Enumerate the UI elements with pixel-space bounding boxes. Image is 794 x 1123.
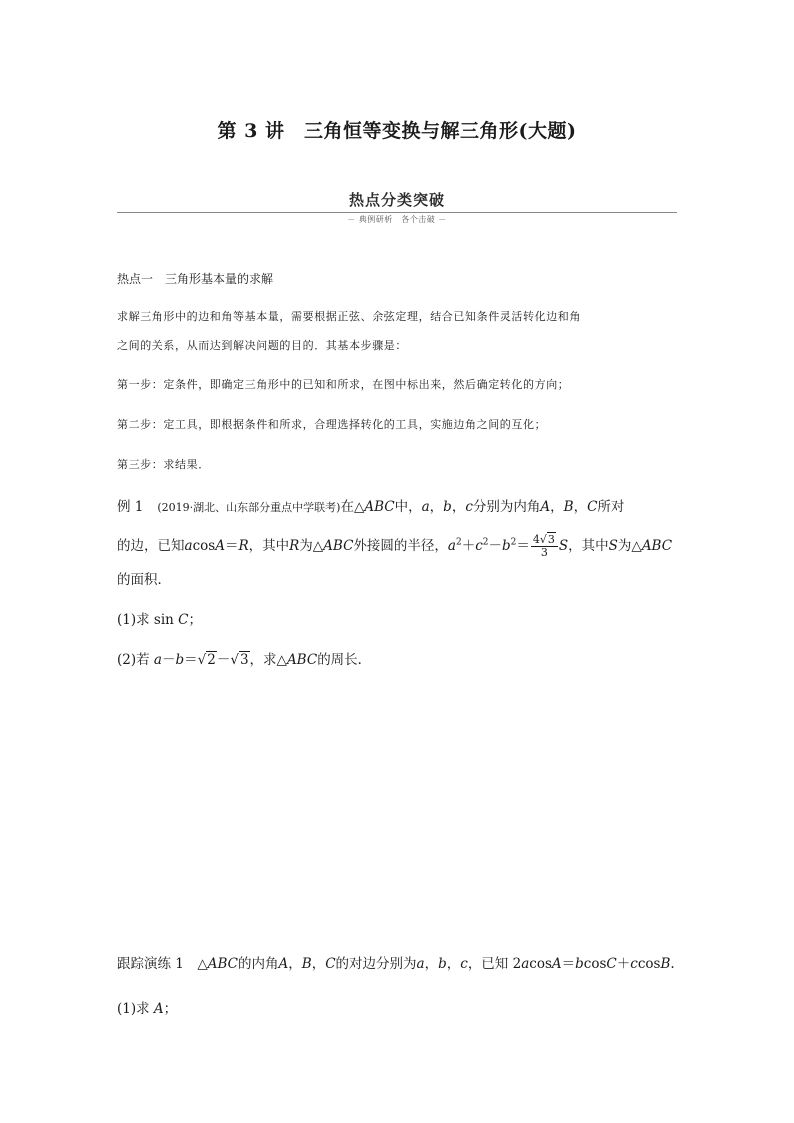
section-subtitle: － 典例研析 各个击破 － xyxy=(347,215,447,224)
step-1: 第一步：定条件，即确定三角形中的已知和所求，在图中标出来，然后确定转化的方向； xyxy=(117,378,570,391)
fraction-4sqrt3-over-3: $\frac{4√3}{3}$ xyxy=(531,534,558,559)
practice-line-1: 跟踪演练 1 △ABC的内角A，B，C的对边分别为a，b，c，已知 2acosA＝bcosC＋ccosB. xyxy=(117,956,675,972)
hotpoint-heading: 热点一 三角形基本量的求解 xyxy=(117,272,274,286)
section-header xyxy=(117,190,677,225)
example-line-1: 例 1 (2019·湖北、山东部分重点中学联考)在△ABC中，a，b，c分别为内角A，B，C所对 xyxy=(117,499,625,515)
sqrt-sign: √ xyxy=(197,652,207,668)
example-source: (2019·湖北、山东部分重点中学联考) xyxy=(157,501,341,514)
step-2: 第二步：定工具，即根据条件和所求，合理选择转化的工具，实施边角之间的互化； xyxy=(117,418,547,431)
sqrt-sign: √ xyxy=(539,533,547,546)
sqrt-sign: √ xyxy=(230,652,239,668)
page-title: 第 3 讲 三角恒等变换与解三角形(大题) xyxy=(217,120,577,142)
question-2: (2)若 a－b＝√2－√3，求△ABC的周长． xyxy=(117,652,372,668)
question-1: (1)求 sin C； xyxy=(117,612,202,628)
practice-question-1: (1)求 A； xyxy=(117,1001,178,1017)
intro-line-1: 求解三角形中的边和角等基本量，需要根据正弦、余弦定理，结合已知条件灵活转化边和角 xyxy=(117,310,581,323)
example-line-2: 的边，已知acosA＝R，其中R为△ABC外接圆的半径，$a^2+c^2-b^2=$ $\frac{4√3}{3}$ S，其中S为△ABC xyxy=(117,533,673,559)
section-name: 热点分类突破 xyxy=(348,191,445,209)
step-3: 第三步：求结果． xyxy=(117,458,210,471)
example-label: 例 1 xyxy=(117,499,144,515)
example-line-3: 的面积． xyxy=(117,572,171,588)
intro-line-2: 之间的关系，从而达到解决问题的目的．其基本步骤是： xyxy=(117,339,407,352)
section-rule xyxy=(117,212,677,213)
